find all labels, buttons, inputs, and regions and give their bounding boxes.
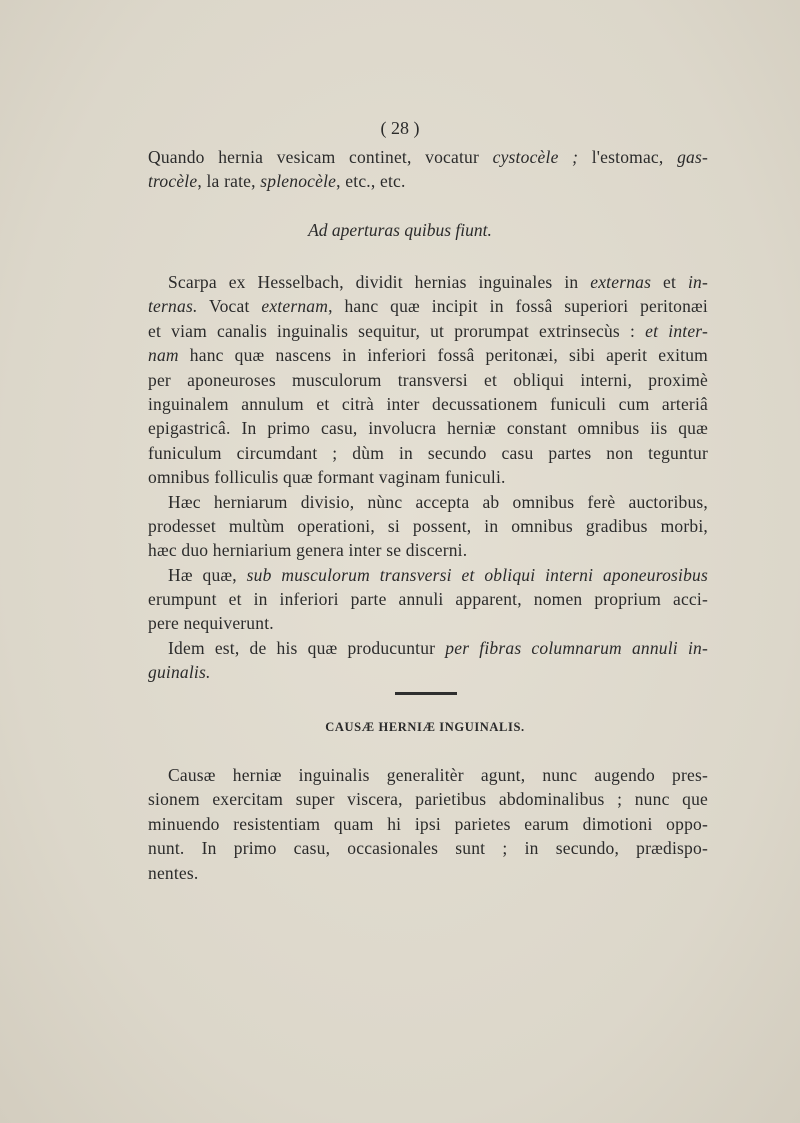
text-line: hæc duo herniarium genera inter se discerni. — [148, 540, 468, 561]
italic-term: sub musculorum transversi et obliqui interni aponeurosibus — [246, 564, 708, 585]
text-segment: , la rate, — [197, 171, 261, 192]
italic-term: cystocèle ; — [492, 147, 579, 167]
text-line — [148, 343, 708, 367]
italic-term: ternas. — [148, 296, 198, 317]
page-number: ( 28 ) — [380, 118, 420, 138]
causes-paragraph — [148, 763, 708, 885]
text-segment: , hanc quæ incipit in fossâ superiori peritonæi — [328, 296, 708, 317]
text-line: nentes. — [148, 862, 199, 883]
italic-term: externas — [590, 272, 652, 292]
text-line: inguinalem annulum et citrà inter decussationem funiculi cum arteriâ — [148, 393, 708, 414]
text-line: nunt. In primo casu, occasionales sunt ; in secundo, prædispo- — [148, 838, 708, 859]
text-segment: Idem est, de his quæ producuntur — [168, 637, 446, 658]
text-line: epigastricâ. In primo casu, involucra herniæ constant omnibus iis quæ — [148, 418, 708, 439]
text-line: omnibus folliculis quæ formant vaginam funiculi. — [148, 467, 506, 488]
main-paragraphs — [148, 270, 708, 685]
text-line: pere nequiverunt. — [148, 613, 274, 634]
intro-paragraph — [148, 145, 708, 194]
text-line — [148, 319, 708, 343]
text-line: prodesset multùm operationi, si possent, in omnibus gradibus morbi, — [148, 515, 708, 536]
text-line: per aponeuroses musculorum transversi et obliqui interni, proximè — [148, 369, 708, 390]
text-segment: Vocat — [197, 296, 262, 317]
text-line — [148, 636, 708, 660]
italic-term: per fibras columnarum annuli in- — [445, 637, 708, 658]
text-segment: et — [651, 272, 688, 292]
italic-term: nam — [148, 345, 179, 366]
text-line: funiculum circumdant ; dùm in secundo casu partes non teguntur — [148, 442, 708, 463]
text-segment: l'estomac, — [578, 147, 678, 167]
italic-term: et inter- — [645, 320, 708, 341]
italic-term: splenocèle — [260, 171, 337, 192]
italic-term: guinalis. — [148, 662, 211, 683]
text-segment: et viam canalis inguinalis sequitur, ut prorumpat extrinsecùs : — [148, 320, 646, 341]
text-line — [148, 145, 708, 169]
text-line: Hæc herniarum divisio, nùnc accepta ab omnibus ferè auctoribus, — [168, 491, 708, 512]
text-segment: , etc., etc. — [336, 171, 406, 192]
text-line — [148, 169, 708, 193]
section-title: CAUSÆ HERNIÆ INGUINALIS. — [325, 720, 525, 734]
text-line — [148, 660, 708, 684]
text-segment: hanc quæ nascens in inferiori fossâ peritonæi, sibi aperit exitum — [178, 345, 708, 366]
italic-term: in- — [687, 272, 708, 292]
text-segment: Hæ quæ, — [168, 564, 247, 585]
italic-term: trocèle — [148, 171, 198, 192]
text-line: erumpunt et in inferiori parte annuli apparent, nomen proprium acci- — [148, 589, 708, 610]
section-heading: Ad aperturas quibus fiunt. — [308, 220, 492, 240]
text-line: sionem exercitam super viscera, parietibus abdominalibus ; nunc que — [148, 789, 708, 810]
text-line: Causæ herniæ inguinalis generalitèr agunt, nunc augendo pres- — [168, 765, 708, 785]
section-divider — [395, 692, 457, 695]
text-line: minuendo resistentiam quam hi ipsi parietes earum dimotioni oppo- — [148, 813, 708, 834]
italic-term: externam — [261, 296, 329, 317]
text-line — [148, 270, 708, 294]
text-segment: Quando hernia vesicam continet, vocatur — [148, 147, 493, 167]
italic-term: gas- — [677, 147, 709, 167]
text-segment: Scarpa ex Hesselbach, dividit hernias inguinales in — [168, 272, 591, 292]
text-line — [148, 563, 708, 587]
text-line — [148, 294, 708, 318]
